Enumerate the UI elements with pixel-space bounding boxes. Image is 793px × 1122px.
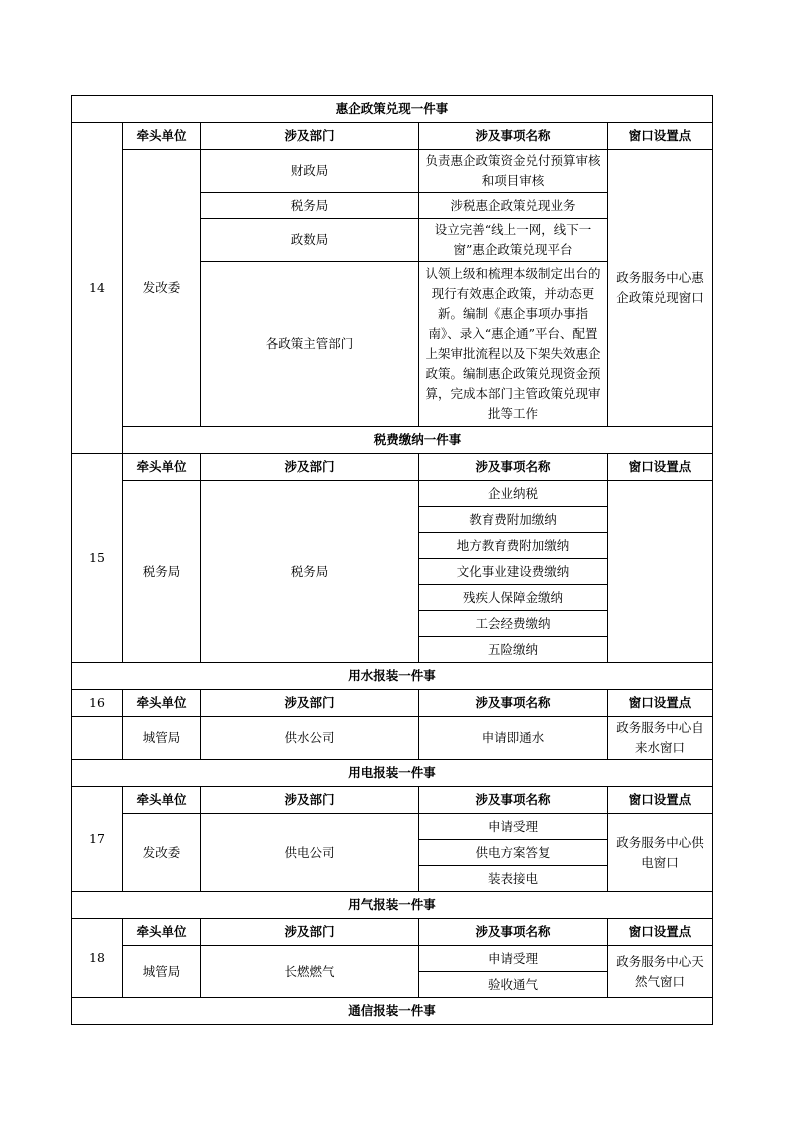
dept-cell: 各政策主管部门: [201, 262, 419, 427]
section-title-17: 用电报装一件事: [72, 760, 713, 787]
window-cell-16: 政务服务中心自来水窗口: [608, 717, 713, 760]
item-cell: 设立完善“线上一网，线下一窗”惠企政策兑现平台: [419, 219, 608, 262]
dept-cell: 财政局: [201, 150, 419, 193]
item-number-14: 14: [72, 123, 123, 454]
window-cell-15: [608, 481, 713, 663]
header-window: 窗口设置点: [608, 690, 713, 717]
section-title-14: 惠企政策兑现一件事: [72, 96, 713, 123]
window-cell-14: 政务服务中心惠企政策兑现窗口: [608, 150, 713, 427]
item-cell: 验收通气: [419, 972, 608, 998]
header-dept: 涉及部门: [201, 690, 419, 717]
header-window: 窗口设置点: [608, 919, 713, 946]
item-number-16: 16: [72, 690, 123, 717]
item-cell: 教育费附加缴纳: [419, 507, 608, 533]
header-dept: 涉及部门: [201, 919, 419, 946]
dept-cell-15: 税务局: [201, 481, 419, 663]
one-thing-table: [71, 95, 713, 1025]
lead-unit-15: 税务局: [123, 481, 201, 663]
header-window: 窗口设置点: [608, 787, 713, 814]
item-cell: 申请受理: [419, 946, 608, 972]
lead-unit-14: 发改委: [123, 150, 201, 427]
item-cell: 申请受理: [419, 814, 608, 840]
header-item: 涉及事项名称: [419, 919, 608, 946]
item-cell: 涉税惠企政策兑现业务: [419, 193, 608, 219]
item-number-15: 15: [72, 454, 123, 663]
empty-cell: [72, 717, 123, 760]
header-window: 窗口设置点: [608, 454, 713, 481]
item-cell: 认领上级和梳理本级制定出台的现行有效惠企政策，并动态更新。编制《惠企事项办事指南》、录入“惠企通”平台、配置上架审批流程以及下架失效惠企政策。编制惠企政策兑现资金预算，完成本部门主管政策兑现审批等工作: [419, 262, 608, 427]
header-item: 涉及事项名称: [419, 690, 608, 717]
item-cell: 工会经费缴纳: [419, 611, 608, 637]
item-cell: 五险缴纳: [419, 637, 608, 663]
header-dept: 涉及部门: [201, 123, 419, 150]
lead-unit-16: 城管局: [123, 717, 201, 760]
item-cell: 地方教育费附加缴纳: [419, 533, 608, 559]
item-cell: 企业纳税: [419, 481, 608, 507]
item-cell: 供电方案答复: [419, 840, 608, 866]
item-cell: 装表接电: [419, 866, 608, 892]
item-cell: 残疾人保障金缴纳: [419, 585, 608, 611]
header-lead: 牵头单位: [123, 123, 201, 150]
section-title-19: 通信报装一件事: [72, 998, 713, 1025]
header-item: 涉及事项名称: [419, 123, 608, 150]
header-lead: 牵头单位: [123, 787, 201, 814]
section-title-15: 税费缴纳一件事: [123, 427, 713, 454]
item-cell: 负责惠企政策资金兑付预算审核和项目审核: [419, 150, 608, 193]
dept-cell-16: 供水公司: [201, 717, 419, 760]
header-lead: 牵头单位: [123, 690, 201, 717]
dept-cell-18: 长燃燃气: [201, 946, 419, 998]
item-cell: 文化事业建设费缴纳: [419, 559, 608, 585]
dept-cell: 税务局: [201, 193, 419, 219]
header-item: 涉及事项名称: [419, 787, 608, 814]
section-title-18: 用气报装一件事: [72, 892, 713, 919]
dept-cell: 政数局: [201, 219, 419, 262]
item-cell: 申请即通水: [419, 717, 608, 760]
header-lead: 牵头单位: [123, 919, 201, 946]
item-number-18: 18: [72, 919, 123, 998]
lead-unit-18: 城管局: [123, 946, 201, 998]
window-cell-18: 政务服务中心天然气窗口: [608, 946, 713, 998]
dept-cell-17: 供电公司: [201, 814, 419, 892]
lead-unit-17: 发改委: [123, 814, 201, 892]
header-item: 涉及事项名称: [419, 454, 608, 481]
window-cell-17: 政务服务中心供电窗口: [608, 814, 713, 892]
header-window: 窗口设置点: [608, 123, 713, 150]
section-title-16: 用水报装一件事: [72, 663, 713, 690]
header-dept: 涉及部门: [201, 454, 419, 481]
item-number-17: 17: [72, 787, 123, 892]
header-lead: 牵头单位: [123, 454, 201, 481]
header-dept: 涉及部门: [201, 787, 419, 814]
